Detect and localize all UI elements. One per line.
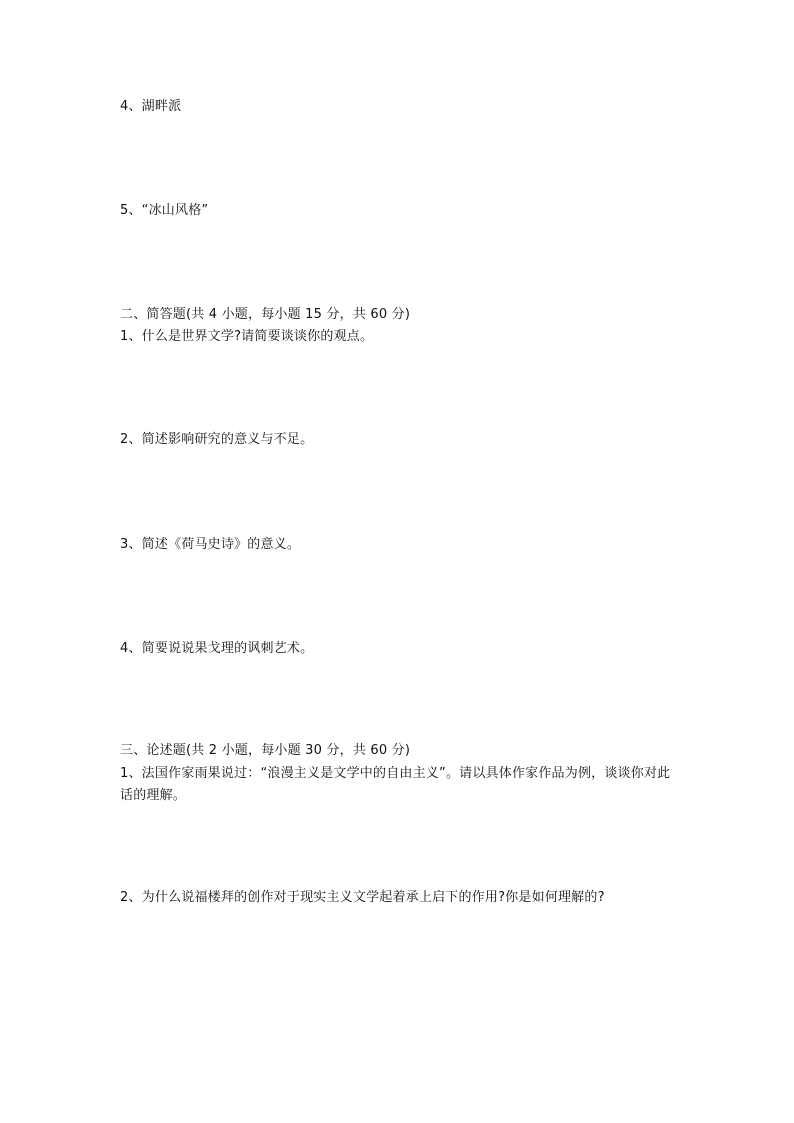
essay-question-1: 1、法国作家雨果说过：“浪漫主义是文学中的自由主义”。请以具体作家作品为例，谈谈你对此话的理解。 (120, 766, 671, 803)
short-answer-question-1: 1、什么是世界文学?请简要谈谈你的观点。 (120, 329, 374, 344)
essay-question-2: 2、为什么说福楼拜的创作对于现实主义文学起着承上启下的作用?你是如何理解的? (120, 890, 605, 905)
short-answer-question-2: 2、简述影响研究的意义与不足。 (120, 432, 314, 447)
short-answer-question-4: 4、简要说说果戈理的讽刺艺术。 (120, 641, 314, 656)
section-2-heading: 二、简答题(共 4 小题，每小题 15 分，共 60 分) (120, 307, 411, 322)
term-item-5: 5、“冰山风格” (120, 203, 209, 218)
short-answer-question-3: 3、简述《荷马史诗》的意义。 (120, 537, 301, 552)
term-item-4: 4、湖畔派 (120, 99, 182, 114)
section-3-heading: 三、论述题(共 2 小题，每小题 30 分，共 60 分) (120, 743, 411, 758)
